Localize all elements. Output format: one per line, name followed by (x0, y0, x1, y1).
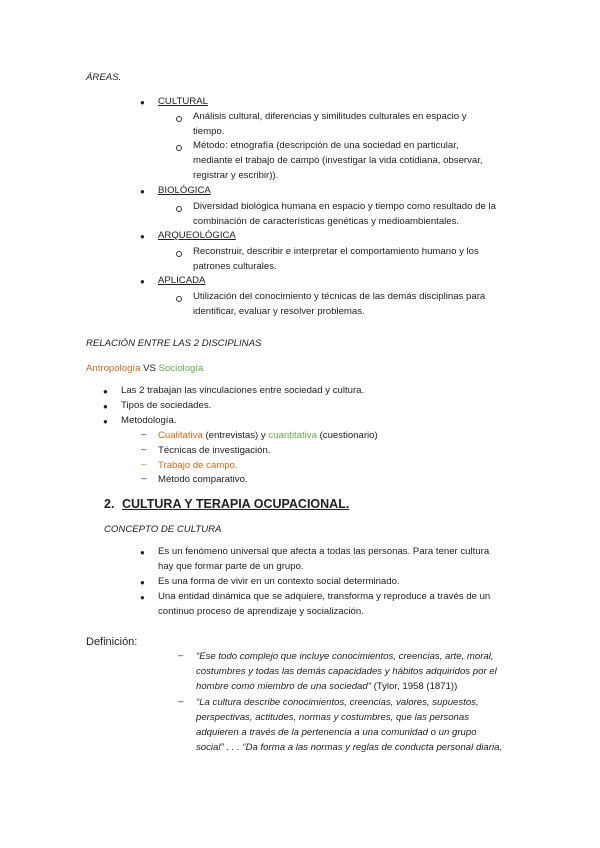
concept-line: hay que formar parte de un grupo. (158, 561, 304, 572)
area-line: Reconstruir, describir e interpretar el comportamiento humano y los (193, 246, 479, 257)
quote-line: adquieren a través de la pertenencia a una comunidad o un grupo (196, 727, 477, 738)
bullet-icon: ● (140, 277, 145, 286)
concept-line: Es una forma de vivir en un contexto social determinado. (158, 576, 400, 587)
method-line: Técnicas de investigación. (158, 445, 271, 456)
area-line: registrar y escribir)). (193, 170, 279, 181)
circle-bullet-icon (176, 145, 182, 151)
area-biologica: BIOLÓGICA (158, 185, 211, 196)
dash-icon: – (141, 429, 147, 440)
dash-icon: – (178, 696, 184, 707)
relation-bullet: Metodología. (121, 415, 177, 426)
dash-icon: – (141, 473, 147, 484)
bullet-icon: ● (140, 98, 145, 107)
method-line: Trabajo de campo. (158, 460, 238, 471)
area-line: mediante el trabajo de campo (investigar la vida cotidiana, observar, (193, 155, 483, 166)
area-line: Utilización del conocimiento y técnicas de las demás disciplinas para (193, 291, 486, 302)
sociology-label: Sociología (158, 363, 204, 374)
quantitative-label: cuantitativa (268, 430, 317, 441)
method-line (158, 429, 378, 444)
quote-line: “La cultura describe conocimientos, creencias, valores, supuestos, (196, 697, 479, 708)
bullet-icon: ● (103, 402, 108, 411)
area-line: combinación de características genéticas y medioambientales. (193, 216, 460, 227)
area-cultural: CULTURAL (158, 96, 208, 107)
area-line: Diversidad biológica humana en espacio y tiempo como resultado de la (193, 201, 496, 212)
concept-line: Una entidad dinámica que se adquiere, transforma y reproduce a través de un (158, 591, 491, 602)
relation-header (86, 363, 203, 374)
bullet-icon: ● (140, 187, 145, 196)
area-line: Análisis cultural, diferencias y similitudes culturales en espacio y (193, 111, 467, 122)
vs-label: VS (143, 363, 156, 374)
bullet-icon: ● (140, 548, 145, 557)
quote-line: costumbres y todas las demás capacidades y hábitos adquiridos por el (196, 666, 497, 677)
bullet-icon: ● (103, 387, 108, 396)
quote-text: hombre como miembro de una sociedad” (196, 681, 371, 692)
method-text: (entrevistas) y (202, 430, 269, 441)
definition-label: Definición: (86, 636, 138, 648)
method-text: (cuestionario) (316, 430, 378, 441)
bullet-icon: ● (140, 593, 145, 602)
concept-line: Es un fenómeno universal que afecta a todas las personas. Para tener cultura (158, 546, 490, 557)
area-aplicada: APLICADA (158, 275, 206, 286)
relation-bullet: Tipos de sociedades. (121, 400, 212, 411)
circle-bullet-icon (176, 296, 182, 302)
area-line: Método: etnografía (descripción de una sociedad en particular, (193, 140, 459, 151)
method-line: Método comparativo. (158, 474, 248, 485)
circle-bullet-icon (176, 116, 182, 122)
bullet-icon: ● (140, 232, 145, 241)
bullet-icon: ● (103, 417, 108, 426)
dash-icon: – (141, 459, 147, 470)
area-line: patrones culturales. (193, 261, 277, 272)
circle-bullet-icon (176, 251, 182, 257)
area-line: tiempo. (193, 126, 225, 137)
anthropology-label: Antropología (86, 363, 141, 374)
quote-line: social” . . . “Da forma a las normas y reglas de conducta personal diaria, (196, 742, 503, 753)
quote-citation: (Tylor, 1958 (1871)) (370, 681, 458, 692)
bullet-icon: ● (140, 578, 145, 587)
area-arqueologica: ARQUEOLÓGICA (158, 230, 236, 241)
quote-line: “Ese todo complejo que incluye conocimientos, creencias, arte, moral, (196, 651, 494, 662)
concept-line: continuo proceso de aprendizaje y socialización. (158, 606, 364, 617)
relation-bullet: Las 2 trabajan las vinculaciones entre sociedad y cultura. (121, 385, 365, 396)
concept-title: CONCEPTO DE CULTURA (104, 524, 222, 535)
qualitative-label: Cualitativa (158, 430, 203, 441)
quote-line (196, 680, 457, 695)
circle-bullet-icon (176, 206, 182, 212)
section-number: 2. (104, 497, 115, 511)
quote-line: perspectivas, actitudes, normas y costumbres, que las personas (196, 712, 470, 723)
dash-icon: – (141, 444, 147, 455)
area-line: identificar, evaluar y resolver problemas. (193, 306, 365, 317)
relation-title: RELACIÓN ENTRE LAS 2 DISCIPLINAS (86, 338, 262, 349)
areas-title: ÁREAS. (86, 72, 122, 83)
section-title: CULTURA Y TERAPIA OCUPACIONAL. (122, 497, 350, 511)
dash-icon: – (178, 650, 184, 661)
